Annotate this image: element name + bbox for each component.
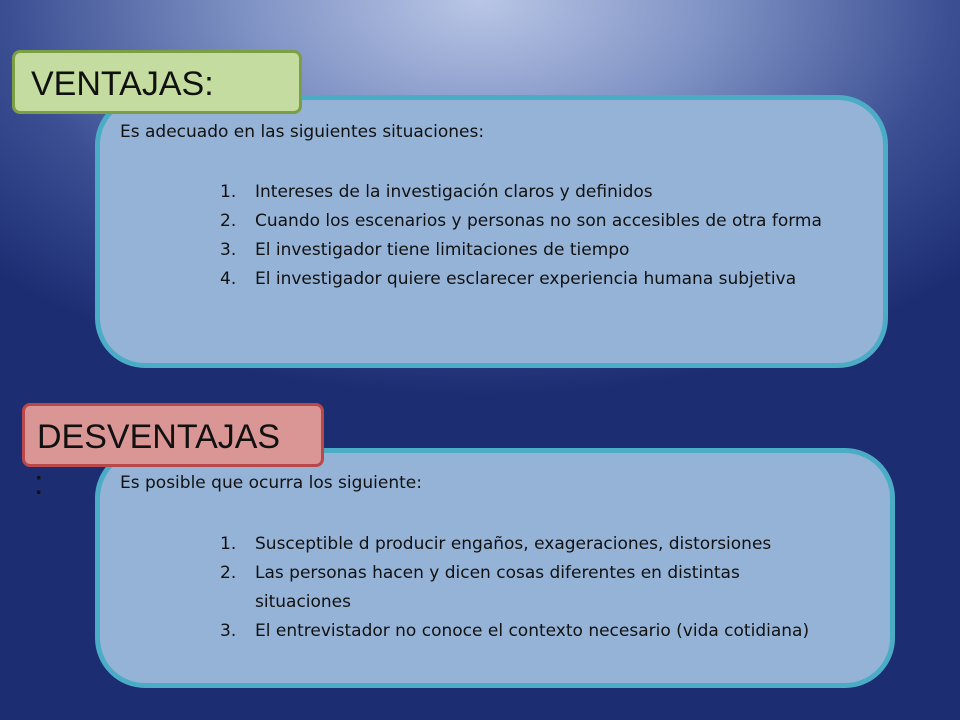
ventajas-title: VENTAJAS: bbox=[12, 50, 302, 114]
list-item-text: Susceptible d producir engaños, exageraciones, distorsiones bbox=[255, 534, 772, 554]
list-item-text: Intereses de la investigación claros y definidos bbox=[255, 182, 653, 202]
list-item-text: Cuando los escenarios y personas no son accesibles de otra forma bbox=[255, 211, 822, 231]
list-item-number: 1. bbox=[220, 182, 237, 202]
ventajas-list bbox=[220, 178, 840, 294]
list-item-number: 3. bbox=[220, 240, 237, 260]
list-item-text: El entrevistador no conoce el contexto necesario (vida cotidiana) bbox=[255, 621, 810, 641]
desventajas-panel bbox=[95, 448, 895, 688]
list-item-number: 2. bbox=[220, 211, 237, 231]
list-item bbox=[220, 265, 840, 294]
list-item-number: 1. bbox=[220, 534, 237, 554]
list-item bbox=[220, 530, 830, 559]
desventajas-list bbox=[220, 530, 830, 646]
list-item bbox=[220, 559, 830, 617]
list-item-text: El investigador tiene limitaciones de tiempo bbox=[255, 240, 630, 260]
list-item-number: 3. bbox=[220, 621, 237, 641]
list-item bbox=[220, 207, 840, 236]
ventajas-panel bbox=[95, 95, 888, 368]
list-item-number: 4. bbox=[220, 269, 237, 289]
list-item-number: 2. bbox=[220, 563, 237, 583]
ventajas-intro: Es adecuado en las siguientes situaciones: bbox=[120, 122, 485, 142]
desventajas-title: DESVENTAJAS bbox=[22, 403, 324, 467]
list-item-text: Las personas hacen y dicen cosas diferentes en distintas situaciones bbox=[255, 563, 740, 612]
desventajas-title-colon: : bbox=[34, 464, 44, 502]
list-item bbox=[220, 617, 830, 646]
desventajas-intro: Es posible que ocurra los siguiente: bbox=[120, 473, 422, 493]
list-item-text: El investigador quiere esclarecer experiencia humana subjetiva bbox=[255, 269, 797, 289]
list-item bbox=[220, 236, 840, 265]
list-item bbox=[220, 178, 840, 207]
